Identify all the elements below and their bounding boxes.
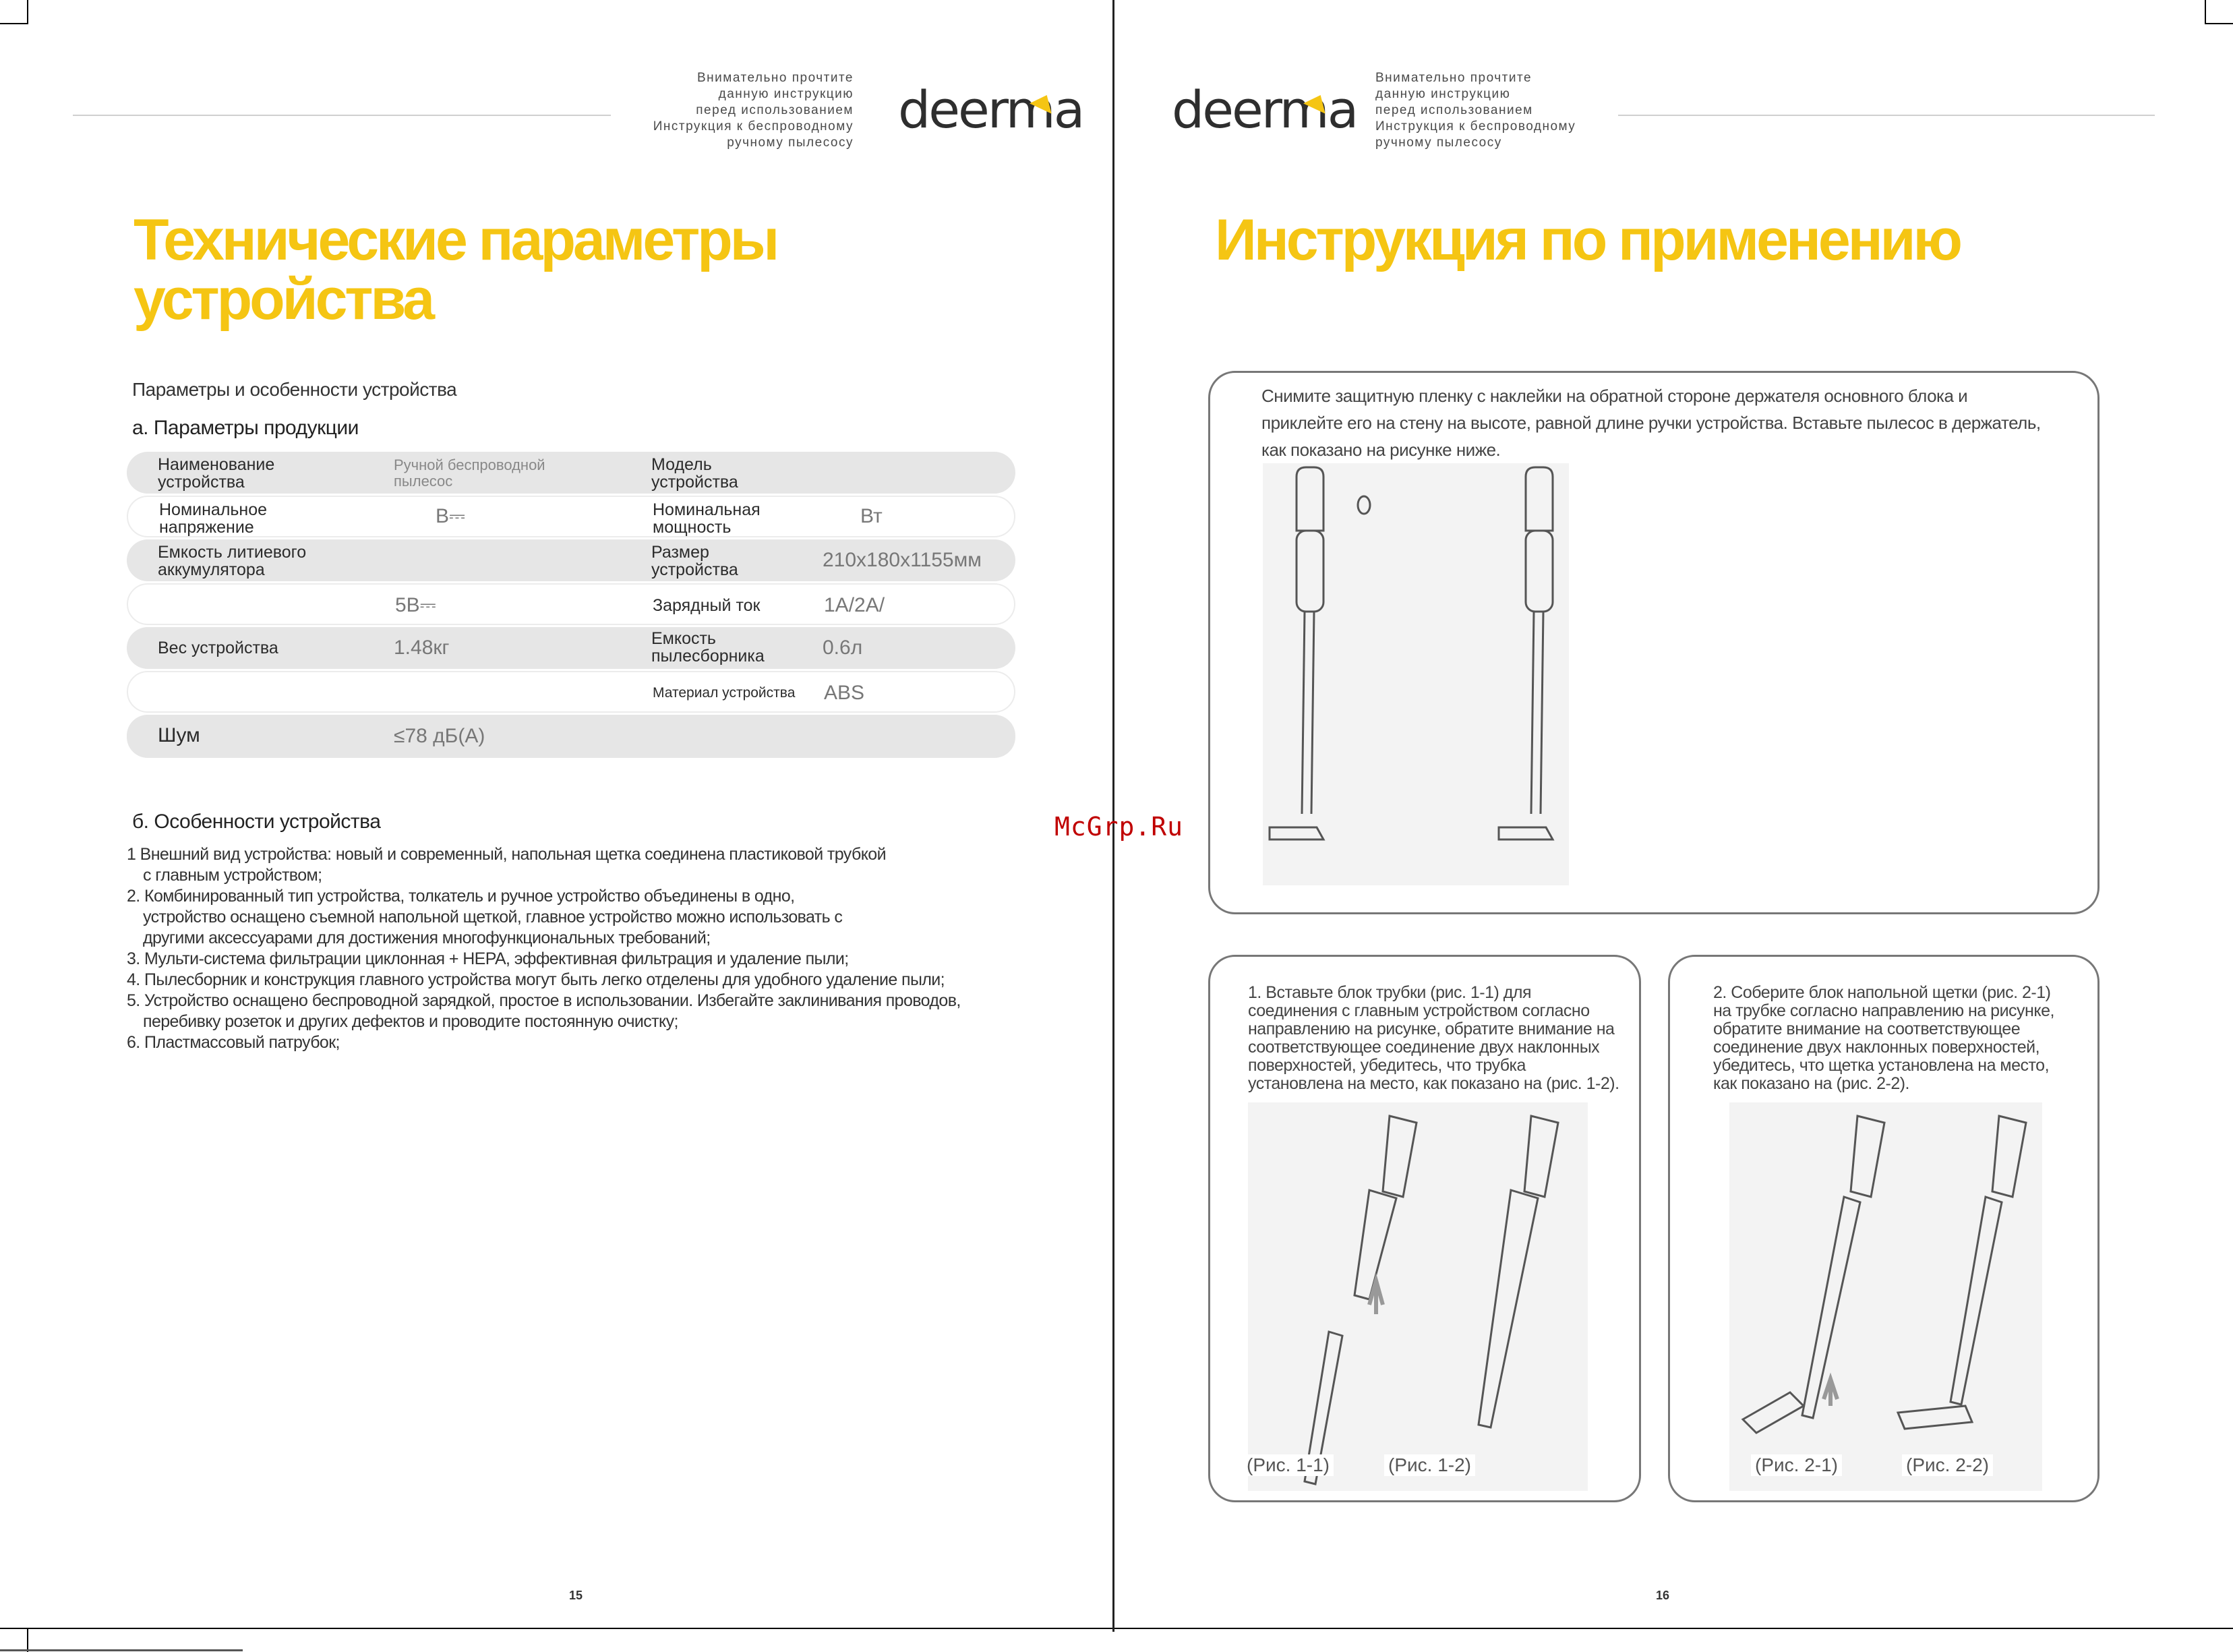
spec-label: Наименование устройства [158, 455, 275, 492]
tube-drawing [1248, 1102, 1588, 1491]
header-line: перед использованием [696, 103, 854, 117]
spec-label: Емкость литиевого аккумулятора [158, 543, 307, 579]
spec-value: 0.6л [823, 637, 863, 659]
header-line: ручному пылесосу [1375, 136, 1502, 150]
illustration-brush [1729, 1102, 2042, 1491]
spec-label: Модель устройства [651, 455, 738, 492]
header-line: ручному пылесосу [727, 136, 854, 150]
spec-label: Размер устройства [651, 543, 738, 579]
features-list [127, 844, 1017, 1053]
page-number-right: 16 [1656, 1589, 1670, 1602]
feature-line: другими аксессуарами для достижения многофункциональных требований; [143, 928, 711, 947]
spec-row [127, 496, 1015, 537]
spec-value: Вт [860, 505, 883, 527]
figure-caption: (Рис. 1-2) [1384, 1454, 1475, 1476]
step-instructions: Снимите защитную пленку с наклейки на обратной стороне держателя основного блока и приклейте его на стену на высоте, равной длине ручки устройства. Вставьте пылесос в держатель, как показано на рисунке ниже. [1261, 386, 2041, 460]
spec-value: Ручной беспроводной пылесос [394, 456, 545, 490]
feature-line: перебивку розеток и других дефектов и проводите постоянную очистку; [143, 1012, 678, 1031]
brand-logo [1172, 80, 1357, 140]
spec-label: Материал устройства [653, 685, 796, 701]
section-a-heading: а. Параметры продукции [132, 417, 359, 439]
feature-line: 5. Устройство оснащено беспроводной зарядкой, простое в использовании. Избегайте заклинивания проводов, [127, 991, 961, 1010]
illustration-wall-mount [1263, 463, 1569, 885]
crop-mark [27, 0, 28, 24]
spec-row [127, 627, 1015, 669]
header-line: Внимательно прочтите [1375, 71, 1532, 85]
figure-caption: (Рис. 1-1) [1243, 1454, 1334, 1476]
logo-text: deerma [1172, 80, 1357, 140]
spec-label: Номинальное напряжение [159, 500, 268, 537]
header-rule [1618, 115, 2155, 116]
spec-row [127, 715, 1015, 758]
logo-text: deerma [898, 80, 1083, 140]
spec-label: Шум [158, 724, 200, 746]
vacuum-drawing [1263, 463, 1569, 885]
feature-line: 6. Пластмассовый патрубок; [127, 1033, 340, 1052]
spec-label: Емкость пылесборника [651, 629, 765, 666]
step-instructions: 1. Вставьте блок трубки (рис. 1-1) для соединения с главным устройством согласно направлению на рисунке, обратите внимание на соответствующее соединение двух наклонных поверхностей, убедитесь, что трубка установлена на место, как показано на (рис. 1-2). [1248, 983, 1619, 1093]
title-line: Технические параметры [133, 208, 777, 272]
crop-mark [0, 23, 27, 24]
header-line: Инструкция к беспроводному [1375, 119, 1576, 134]
spec-value: ABS [824, 682, 865, 704]
brush-drawing [1729, 1102, 2042, 1491]
feature-line: 3. Мульти-система фильтрации циклонная + HEPA, эффективная фильтрация и удаление пыли; [127, 949, 849, 968]
bottom-trim-line [0, 1628, 2233, 1629]
header-note [1375, 70, 1632, 151]
step-instructions: 2. Соберите блок напольной щетки (рис. 2-1) на трубке согласно направлению на рисунке, обратите внимание на соответствующее соединение двух наклонных поверхностей, убедитесь, что щетка установлена на место, как показано на (рис. 2-2). [1713, 983, 2054, 1093]
section-b-heading: б. Особенности устройства [132, 810, 381, 833]
figure-caption: (Рис. 2-2) [1902, 1454, 1993, 1476]
header-line: Внимательно прочтите [696, 71, 854, 85]
header-line: Инструкция к беспроводному [653, 119, 854, 134]
step-box-mounting [1208, 371, 2100, 914]
crop-mark [0, 1649, 243, 1651]
feature-line: устройство оснащено съемной напольной щеткой, главное устройство можно использовать с [143, 908, 843, 926]
header-line: перед использованием [1375, 103, 1533, 117]
header-line: данную инструкцию [1375, 87, 1511, 101]
spec-value: 210x180x1155мм [823, 549, 982, 571]
spec-row [127, 671, 1015, 713]
feature-line: 1 Внешний вид устройства: новый и современный, напольная щетка соединена пластиковой трубкой [127, 845, 886, 864]
watermark: McGrp.Ru [1054, 812, 1184, 842]
spec-row [127, 583, 1015, 625]
figure-caption: (Рис. 2-1) [1751, 1454, 1842, 1476]
params-subtitle: Параметры и особенности устройства [132, 379, 457, 400]
feature-line: 4. Пылесборник и конструкция главного устройства могут быть легко отделены для удобного удаление пыли; [127, 970, 945, 989]
spec-value: 5В⎓ [395, 594, 436, 616]
spec-label: Номинальная мощность [653, 500, 761, 537]
spec-label: Вес устройства [158, 639, 278, 657]
title-line: устройства [133, 267, 433, 332]
spec-row [127, 452, 1015, 494]
illustration-tube [1248, 1102, 1588, 1491]
spec-value: 1A/2A/ [824, 594, 885, 616]
brand-logo [898, 80, 1083, 140]
spec-value: 1.48кг [394, 637, 450, 659]
spec-row [127, 539, 1015, 581]
header-note [607, 70, 854, 151]
step-box-tube [1208, 955, 1641, 1502]
spec-label: Зарядный ток [653, 596, 761, 615]
header-line: данную инструкцию [718, 87, 854, 101]
feature-line: 2. Комбинированный тип устройства, толкатель и ручное устройство объединены в одно, [127, 887, 795, 906]
crop-mark [27, 1628, 28, 1652]
feature-line: с главным устройством; [143, 866, 322, 885]
page-title-right: Инструкция по применению [1215, 208, 1960, 272]
step-box-brush [1668, 955, 2100, 1502]
crop-mark [2205, 0, 2206, 24]
header-rule [73, 115, 611, 116]
spec-value: ≤78 дБ(А) [394, 725, 485, 747]
crop-mark [2206, 23, 2233, 24]
spec-value: В⎓ [436, 505, 465, 527]
page-title-left [133, 208, 777, 332]
page-number-left: 15 [569, 1589, 583, 1602]
